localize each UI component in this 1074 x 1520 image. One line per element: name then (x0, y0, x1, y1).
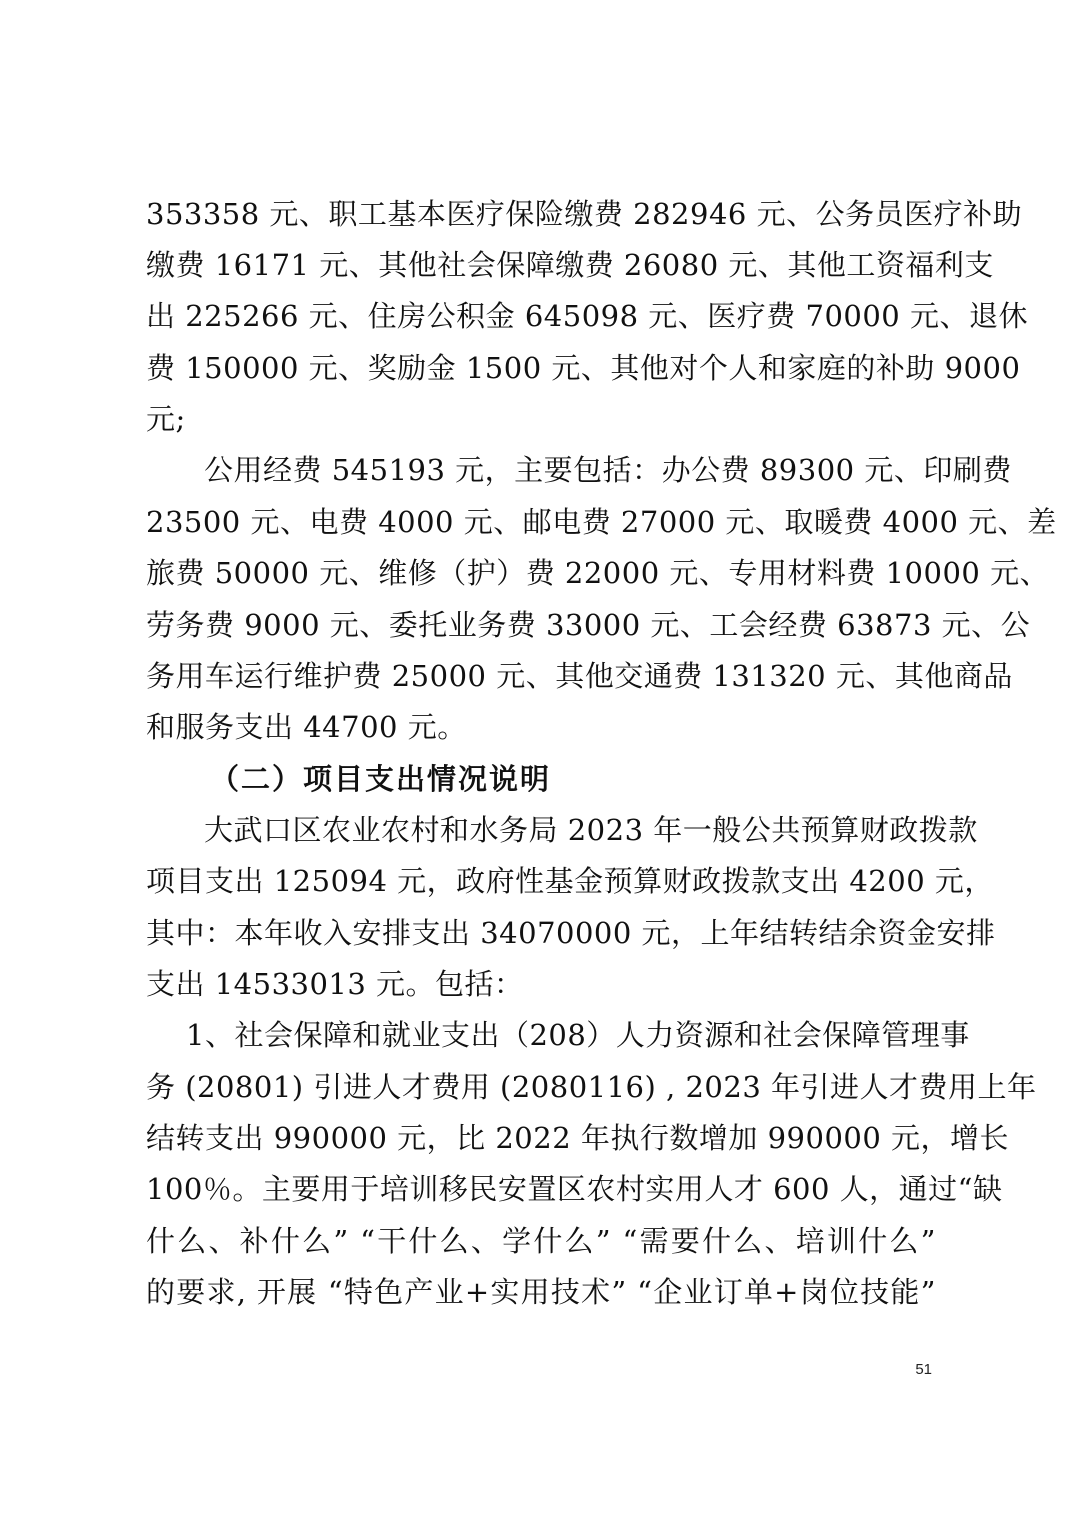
text-line-15: 其中：本年收入安排支出 34070000 元，上年结转结余资金安排 (146, 916, 996, 950)
text-line-4: 费 150000 元、奖励金 1500 元、其他对个人和家庭的补助 9000 (146, 351, 1021, 385)
text-line-2: 缴费 16171 元、其他社会保障缴费 26080 元、其他工资福利支 (146, 248, 994, 282)
text-line-17: 1、社会保障和就业支出（208）人力资源和社会保障管理事 (186, 1018, 970, 1052)
text-line-13: 大武口区农业农村和水务局 2023 年一般公共预算财政拨款 (204, 813, 978, 847)
text-line-19: 结转支出 990000 元，比 2022 年执行数增加 990000 元，增长 (146, 1121, 1010, 1155)
section-heading: （二）项目支出情况说明 (210, 762, 552, 796)
page-number: 51 (915, 1361, 932, 1378)
text-line-14: 项目支出 125094 元，政府性基金预算财政拨款支出 4200 元， (146, 864, 994, 898)
text-line-3: 出 225266 元、住房公积金 645098 元、医疗费 70000 元、退休 (146, 299, 1028, 333)
text-line-16: 支出 14533013 元。包括： (146, 967, 524, 1001)
text-line-7: 23500 元、电费 4000 元、邮电费 27000 元、取暖费 4000 元、差 (146, 505, 1057, 539)
text-line-10: 务用车运行维护费 25000 元、其他交通费 131320 元、其他商品 (146, 659, 1013, 693)
text-line-20: 100％。主要用于培训移民安置区农村实用人才 600 人，通过“缺 (146, 1172, 1003, 1206)
text-line-5: 元; (146, 402, 186, 436)
text-line-21: 什么、补什么” “干什么、学什么” “需要什么、培训什么” (146, 1224, 936, 1258)
text-line-6: 公用经费 545193 元，主要包括：办公费 89300 元、印刷费 (204, 453, 1012, 487)
text-line-9: 劳务费 9000 元、委托业务费 33000 元、工会经费 63873 元、公 (146, 608, 1031, 642)
text-line-22: 的要求, 开展 “特色产业+实用技术” “企业订单+岗位技能” (146, 1275, 936, 1309)
text-line-11: 和服务支出 44700 元。 (146, 710, 467, 744)
text-line-18: 务 (20801) 引进人才费用 (2080116) , 2023 年引进人才费用上年 (146, 1070, 1037, 1104)
text-line-8: 旅费 50000 元、维修（护）费 22000 元、专用材料费 10000 元、 (146, 556, 1050, 590)
text-line-1: 353358 元、职工基本医疗保险缴费 282946 元、公务员医疗补助 (146, 197, 1023, 231)
